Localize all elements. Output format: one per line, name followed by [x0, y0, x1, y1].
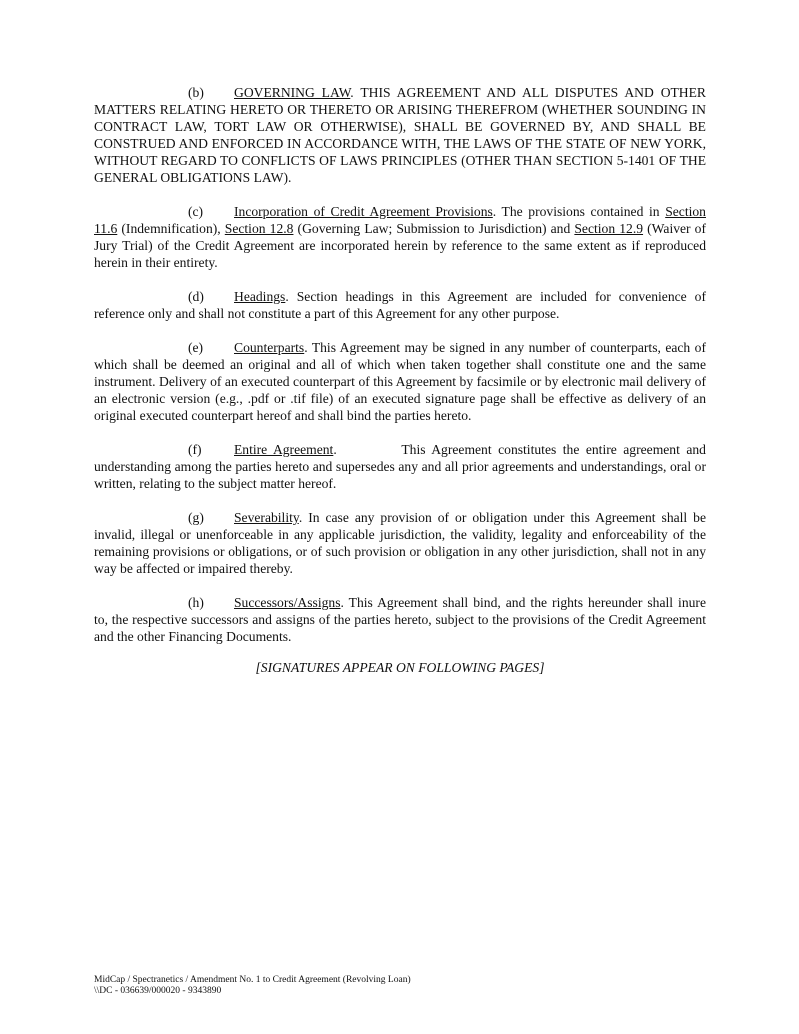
- section-text: This Agreement constitutes the entire agreement and understanding among the parties hereto and supersedes any and all prior agreements and understandings, oral or written, relating to the subject matter hereof.: [94, 442, 706, 491]
- section-heading: Severability: [234, 510, 299, 525]
- section-reference: Section 11.6: [94, 204, 706, 236]
- heading-separator: .: [333, 442, 402, 457]
- heading-separator: .: [350, 85, 361, 100]
- section-c: [94, 203, 706, 271]
- section-label: (d): [188, 289, 204, 304]
- section-text: The provisions contained in: [501, 204, 666, 219]
- section-text: Section headings in this Agreement are included for convenience of reference only and shall not constitute a part of this Agreement for any other purpose.: [94, 289, 707, 321]
- section-text: This Agreement shall bind, and the rights hereunder shall inure to, the respective successors and assigns of the parties hereto, subject to the provisions of the Credit Agreement and the other Financing Documents.: [94, 595, 706, 644]
- section-label: (f): [188, 442, 202, 457]
- signature-note: [SIGNATURES APPEAR ON FOLLOWING PAGES]: [255, 660, 545, 675]
- section-text: In case any provision of or obligation under this Agreement shall be invalid, illegal or unenforceable in any applicable jurisdiction, the validity, legality and enforceability of the remaining provisions or obligations, or of such provision or obligation in any other jurisdiction, shall not in any way be affected or impaired thereby.: [94, 510, 707, 576]
- heading-separator: .: [285, 289, 297, 304]
- section-heading: Successors/Assigns: [234, 595, 341, 610]
- section-label: (e): [188, 340, 204, 355]
- section-heading: GOVERNING LAW: [234, 85, 351, 100]
- section-reference: Section 12.8: [224, 221, 294, 236]
- section-text: (Waiver of Jury Trial) of the Credit Agreement are incorporated herein by reference to the same extent as if reproduced herein in their entirety.: [94, 221, 707, 270]
- section-b: [94, 84, 706, 186]
- section-heading: Headings: [234, 289, 286, 304]
- heading-separator: .: [492, 204, 502, 219]
- section-f: [94, 441, 706, 492]
- footer-document-id: \\DC - 036639/000020 - 9343890: [94, 986, 222, 996]
- page-footer: [94, 975, 411, 997]
- section-label: (h): [188, 595, 204, 610]
- section-e: [94, 339, 706, 424]
- section-text: (Governing Law; Submission to Jurisdiction) and: [293, 221, 575, 236]
- section-text: This Agreement may be signed in any number of counterparts, each of which shall be deemed an original and all of which when taken together shall constitute one and the same instrument. Delivery of an executed counterpart of this Agreement by facsimile or by electronic mail delivery of an electronic version (e.g., .pdf or .tif file) of an executed signature page shall be effective as delivery of an original executed counterpart hereof and shall bind the parties hereto.: [94, 340, 706, 423]
- footer-document-title: MidCap / Spectranetics / Amendment No. 1 to Credit Agreement (Revolving Loan): [94, 975, 411, 985]
- heading-separator: .: [304, 340, 312, 355]
- section-d: [94, 288, 706, 322]
- section-heading: Incorporation of Credit Agreement Provisions: [234, 204, 493, 219]
- section-h: [94, 594, 706, 645]
- section-text: THIS AGREEMENT AND ALL DISPUTES AND OTHER MATTERS RELATING HERETO OR THERETO OR ARISING THEREFROM (WHETHER SOUNDING IN CONTRACT LAW, TORT LAW OR OTHERWISE), SHALL BE GOVERNED BY, AND SHALL BE CONSTRUED AND ENFORCED IN ACCORDANCE WITH, THE LAWS OF THE STATE OF NEW YORK, WITHOUT REGARD TO CONFLICTS OF LAWS PRINCIPLES (OTHER THAN SECTION 5-1401 OF THE GENERAL OBLIGATIONS LAW).: [94, 85, 706, 185]
- section-label: (b): [188, 85, 204, 100]
- document-body: [94, 84, 706, 662]
- section-heading: Counterparts: [234, 340, 305, 355]
- section-heading: Entire Agreement: [234, 442, 334, 457]
- heading-separator: .: [340, 595, 349, 610]
- section-text: (Indemnification),: [117, 221, 225, 236]
- heading-separator: .: [298, 510, 309, 525]
- section-reference: Section 12.9: [574, 221, 644, 236]
- section-g: [94, 509, 706, 577]
- section-label: (g): [188, 510, 204, 525]
- section-label: (c): [188, 204, 204, 219]
